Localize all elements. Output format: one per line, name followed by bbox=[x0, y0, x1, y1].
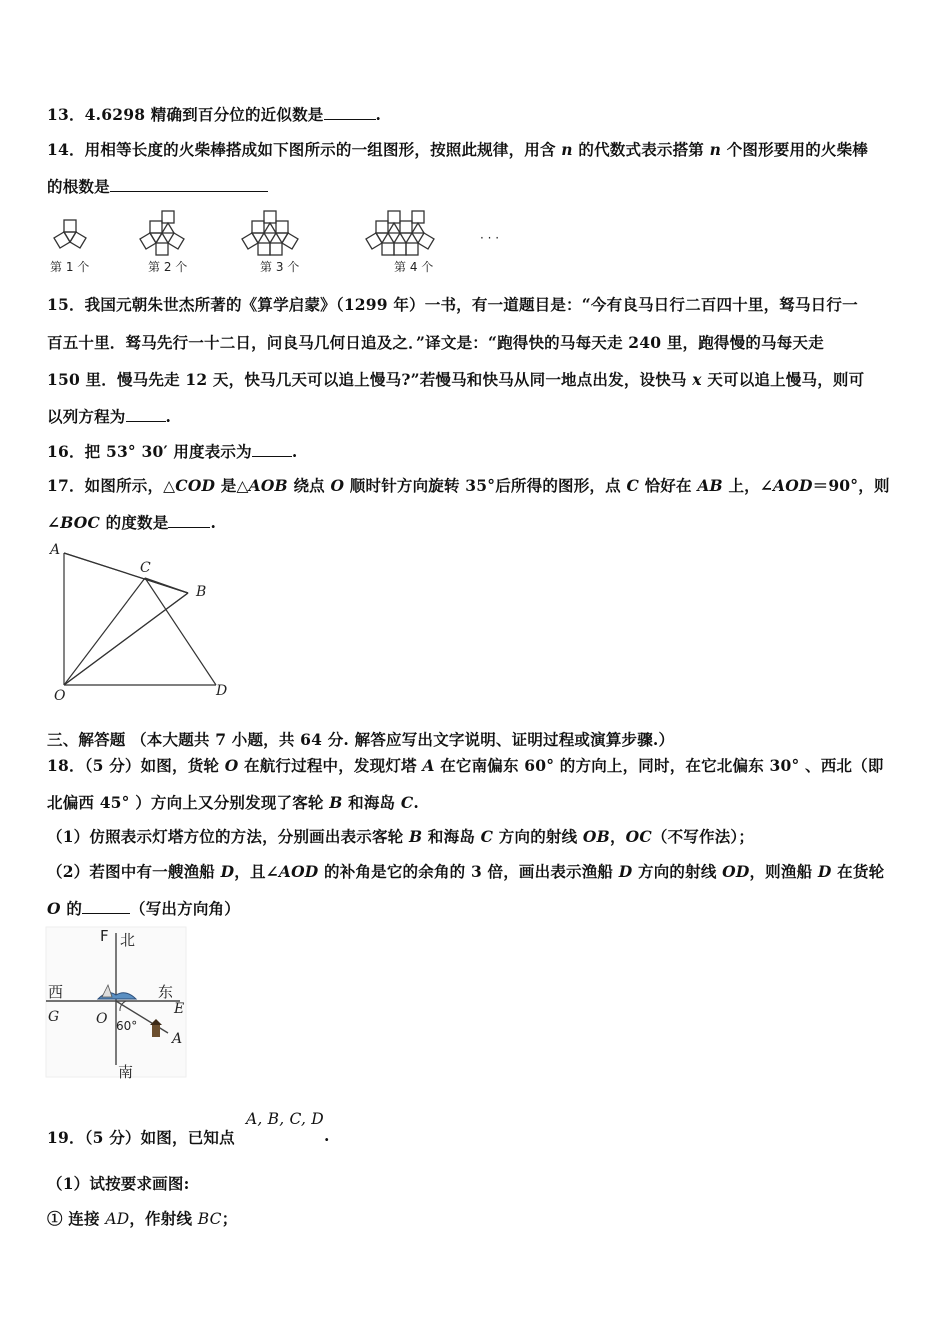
label-A-compass: A bbox=[172, 1031, 183, 1047]
q17-o: O bbox=[330, 476, 345, 495]
q15-end: . bbox=[165, 407, 172, 426]
q17-blank bbox=[168, 513, 210, 528]
q18-ll-o: O bbox=[47, 899, 61, 918]
q18-part1 bbox=[47, 825, 754, 847]
q17-t1: 17．如图所示，△ bbox=[47, 476, 176, 495]
q18-l2b: 和海岛 bbox=[348, 793, 396, 812]
q16-end: . bbox=[291, 442, 298, 461]
q18-t2: 在航行过程中，发现灯塔 bbox=[244, 756, 417, 775]
label-D: D bbox=[216, 683, 228, 699]
q18-ll-c: （写出方向角） bbox=[130, 899, 240, 918]
q17-l2a: ∠ bbox=[47, 513, 61, 532]
label-west: 西 bbox=[48, 983, 64, 1001]
q17-ab: AB bbox=[697, 476, 723, 495]
matchstick-figures bbox=[40, 200, 520, 280]
label-north: 北 bbox=[120, 931, 136, 949]
q13-blank bbox=[324, 105, 376, 120]
q18-line-last bbox=[47, 897, 240, 919]
q19-bc: BC bbox=[197, 1210, 222, 1228]
q18-compass-figure bbox=[40, 925, 190, 1080]
q18-ll-b: 的 bbox=[66, 899, 83, 918]
q18-p1d: （不写作法）； bbox=[651, 827, 755, 846]
q19-part1: （1）试按要求画图: bbox=[47, 1174, 190, 1193]
q17-aod: AOD bbox=[773, 476, 813, 495]
q13-end: . bbox=[375, 105, 382, 124]
q15-line3 bbox=[47, 368, 864, 390]
q18-t3: 在它南偏东 60° 的方向上，同时，在它北偏东 30° 、西北（即 bbox=[440, 756, 884, 775]
q16-text: 16．把 53° 30′ 用度表示为 bbox=[47, 442, 252, 461]
q18-p2c: 的补角是它的余角的 3 倍，画出表示渔船 bbox=[324, 862, 614, 881]
q18-ob: OB bbox=[582, 827, 610, 846]
q17-t7: ＝90°，则 bbox=[812, 476, 890, 495]
label-B: B bbox=[196, 584, 207, 600]
label-O: O bbox=[54, 688, 66, 704]
q19-s1c: ； bbox=[221, 1209, 238, 1228]
q14-line2-text: 的根数是 bbox=[47, 177, 110, 196]
q18-p1-b: B bbox=[409, 827, 423, 846]
q19-ad: AD bbox=[105, 1210, 130, 1228]
q18-p2-d2: D bbox=[618, 862, 633, 881]
label-O-compass: O bbox=[96, 1011, 108, 1027]
q18-p2b: ，且∠ bbox=[234, 862, 279, 881]
q17-t3: 绕点 bbox=[293, 476, 325, 495]
q19-line1 bbox=[47, 1126, 235, 1148]
q17-l2b: 的度数是 bbox=[105, 513, 169, 532]
q15-var-x: x bbox=[692, 370, 702, 389]
label-A: A bbox=[50, 542, 61, 558]
q17-geometry-figure bbox=[40, 540, 240, 705]
q19-end: . bbox=[324, 1126, 330, 1145]
q18-aod: AOD bbox=[278, 862, 319, 881]
q14-var-n: n bbox=[561, 140, 573, 159]
q19-points bbox=[246, 1110, 324, 1128]
q18-part2 bbox=[47, 860, 884, 882]
q16-line bbox=[47, 440, 297, 462]
q18-p1-c: C bbox=[480, 827, 494, 846]
q14-var-n2: n bbox=[709, 140, 722, 159]
q19-text: 19．（5 分）如图，已知点 bbox=[47, 1128, 235, 1147]
q17-cod: COD bbox=[175, 476, 216, 495]
q15-line2: 百五十里．驽马先行一十二日，问良马几何日追及之．”译文是：“跑得快的马每天走 240 里，跑得慢的马每天走 bbox=[47, 333, 824, 352]
q17-t6: 上，∠ bbox=[728, 476, 774, 495]
q14-line2 bbox=[47, 175, 268, 197]
fig4-label: 第 4 个 bbox=[394, 260, 434, 274]
q13-line bbox=[47, 103, 381, 125]
q18-c: C bbox=[400, 793, 414, 812]
q19-points-text: A, B, C, D bbox=[246, 1110, 324, 1128]
q18-blank bbox=[82, 899, 130, 914]
q17-t5: 恰好在 bbox=[644, 476, 692, 495]
q15-line4 bbox=[47, 405, 171, 427]
q18-b: B bbox=[329, 793, 343, 812]
q14-blank bbox=[110, 177, 268, 192]
q18-p2-d3: D bbox=[817, 862, 832, 881]
q18-a: A bbox=[422, 756, 435, 775]
q19-s1b: ，作射线 bbox=[129, 1209, 193, 1228]
q18-line1 bbox=[47, 754, 884, 776]
q18-p2d: 方向的射线 bbox=[638, 862, 717, 881]
q14-text-a: 14．用相等长度的火柴棒搭成如下图所示的一组图形，按照此规律，用含 bbox=[47, 140, 556, 159]
q18-t1: 18．（5 分）如图，货轮 bbox=[47, 756, 220, 775]
label-east: 东 bbox=[158, 983, 174, 1001]
q17-c: C bbox=[626, 476, 639, 495]
q17-line2 bbox=[47, 511, 216, 533]
q18-p2a: （2）若图中有一艘渔船 bbox=[47, 862, 215, 881]
q14-text-c: 个图形要用的火柴棒 bbox=[726, 140, 869, 159]
q17-aob: AOB bbox=[248, 476, 288, 495]
label-F: F bbox=[100, 927, 109, 945]
q17-end: . bbox=[210, 513, 217, 532]
label-E: E bbox=[174, 1001, 185, 1017]
q18-p1c: 方向的射线 bbox=[498, 827, 578, 846]
q15-blank bbox=[126, 407, 166, 422]
q19-step1 bbox=[47, 1207, 237, 1229]
q15-line3-b: 天可以追上慢马，则可 bbox=[707, 370, 865, 389]
q17-t4: 顺时针方向旋转 35°后所得的图形，点 bbox=[349, 476, 621, 495]
q17-boc: BOC bbox=[60, 513, 101, 532]
q18-oc: OC bbox=[625, 827, 652, 846]
q18-line2 bbox=[47, 791, 419, 813]
q18-od: OD bbox=[722, 862, 750, 881]
q18-o: O bbox=[224, 756, 239, 775]
q14-line1 bbox=[47, 138, 868, 160]
fig2-label: 第 2 个 bbox=[148, 260, 188, 274]
section3-heading: 三、解答题 （本大题共 7 小题，共 64 分. 解答应写出文字说明、证明过程或演算步骤.） bbox=[47, 730, 675, 749]
q18-p1b: 和海岛 bbox=[427, 827, 476, 846]
q17-t2: 是△ bbox=[220, 476, 249, 495]
label-south: 南 bbox=[118, 1063, 134, 1080]
q18-comma: ， bbox=[609, 827, 626, 846]
q18-p2e: ，则渔船 bbox=[749, 862, 813, 881]
fig3-label: 第 3 个 bbox=[260, 260, 300, 274]
fig1-label: 第 1 个 bbox=[50, 260, 90, 274]
q19-s1a: ① 连接 bbox=[47, 1209, 100, 1228]
q16-blank bbox=[252, 442, 292, 457]
q18-l2a: 北偏西 45° ）方向上又分别发现了客轮 bbox=[47, 793, 324, 812]
label-angle-60: 60° bbox=[116, 1019, 138, 1033]
label-C: C bbox=[140, 560, 151, 576]
q13-text: 13．4.6298 精确到百分位的近似数是 bbox=[47, 105, 324, 124]
ellipsis: · · · bbox=[480, 231, 500, 245]
q17-line1 bbox=[47, 474, 890, 496]
q18-l2c: . bbox=[413, 793, 420, 812]
q15-line4-text: 以列方程为 bbox=[47, 407, 126, 426]
q18-p2-d: D bbox=[220, 862, 235, 881]
q14-text-b: 的代数式表示搭第 bbox=[578, 140, 704, 159]
q18-p2f: 在货轮 bbox=[837, 862, 885, 881]
q18-p1a: （1）仿照表示灯塔方位的方法，分别画出表示客轮 bbox=[47, 827, 404, 846]
label-G: G bbox=[48, 1009, 60, 1025]
q15-line1: 15．我国元朝朱世杰所著的《算学启蒙》（1299 年）一书，有一道题目是：“今有良马日行二百四十里，驽马日行一 bbox=[47, 295, 858, 314]
q15-line3-a: 150 里．慢马先走 12 天，快马几天可以追上慢马?”若慢马和快马从同一地点出发，设快马 bbox=[47, 370, 687, 389]
